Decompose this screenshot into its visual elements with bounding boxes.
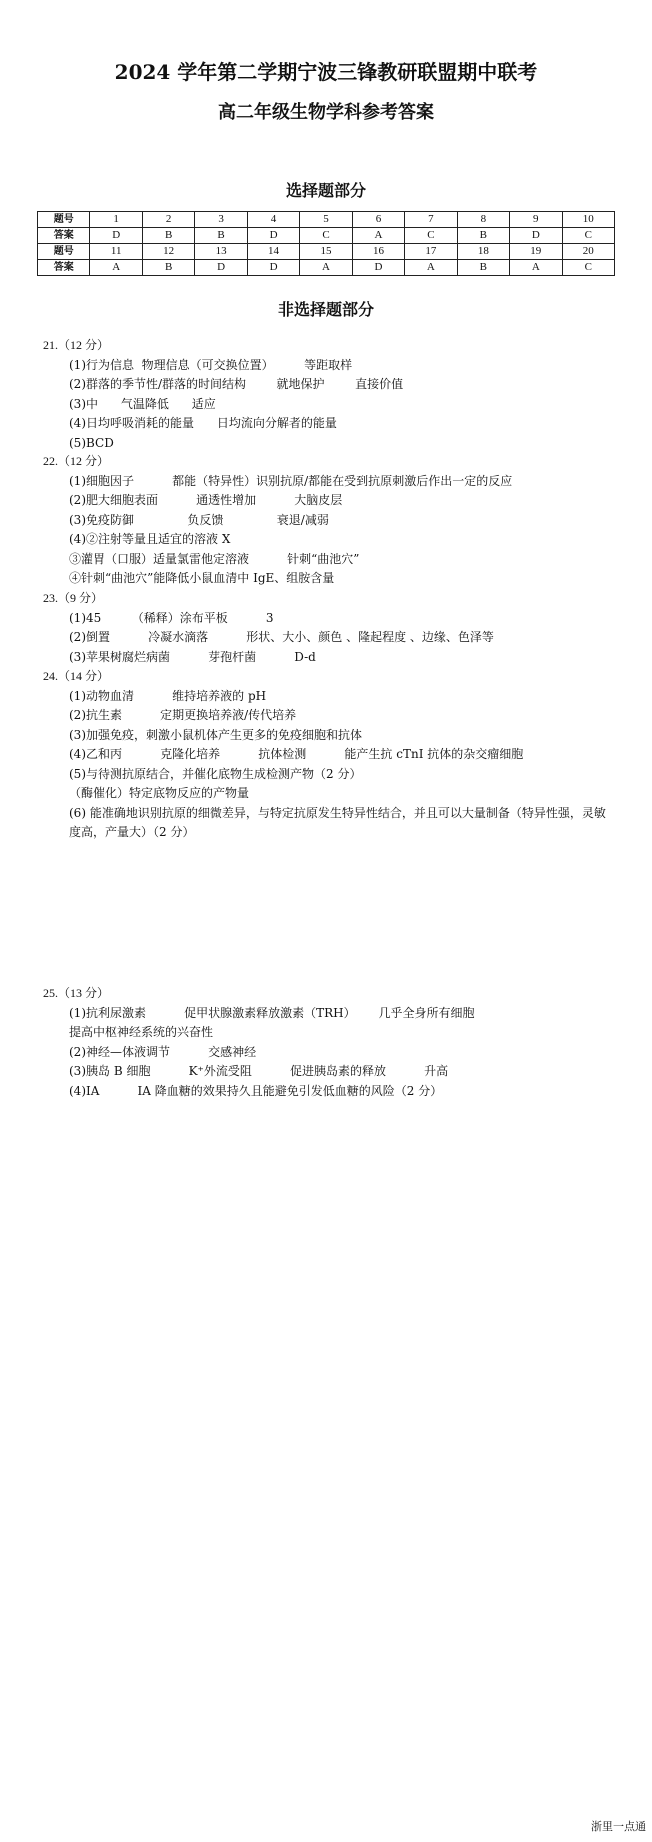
answer-cell: B bbox=[195, 228, 247, 244]
answer-cell: B bbox=[142, 228, 194, 244]
question-heading: 23.（9 分） bbox=[43, 591, 104, 605]
page-title: 2024 学年第二学期宁波三锋教研联盟期中联考 bbox=[114, 60, 538, 84]
answer-line: (1)45 （稀释）涂布平板 3 bbox=[69, 610, 274, 625]
answer-cell: D bbox=[510, 228, 562, 244]
answer-line: (2)肥大细胞表面 通透性增加 大脑皮层 bbox=[69, 493, 343, 507]
answer-line: (3)加强免疫，刺激小鼠机体产生更多的免疫细胞和抗体 bbox=[69, 727, 363, 742]
nonchoice-section-heading: 非选择题部分 bbox=[277, 300, 374, 319]
answer-line: (4)乙和丙 克隆化培养 抗体检测 能产生抗 cTnI 抗体的杂交瘤细胞 bbox=[69, 747, 524, 761]
answer-line: (3)免疫防御 负反馈 衰退/减弱 bbox=[69, 512, 329, 527]
answer-cell: D bbox=[247, 228, 299, 244]
answer-line: (2)神经—体液调节 交感神经 bbox=[69, 1044, 257, 1059]
answer-cell: D bbox=[195, 260, 247, 276]
question-heading: 22.（12 分） bbox=[43, 454, 110, 468]
question-23-answers bbox=[43, 589, 494, 667]
question-number: 15 bbox=[300, 244, 352, 260]
answer-line: (6) 能准确地识别抗原的细微差异，与特定抗原发生特异性结合，并且可以大量制备（特异性强，灵敏度高，产量大）（2 分） bbox=[69, 805, 606, 839]
answer-line: 提高中枢神经系统的兴奋性 bbox=[69, 1025, 214, 1039]
question-number: 3 bbox=[195, 212, 247, 228]
row-label: 答案 bbox=[38, 228, 90, 244]
question-21-answers bbox=[43, 336, 403, 453]
choice-section-heading: 选择题部分 bbox=[285, 181, 366, 200]
answer-line: ③灌胃（口服）适量氯雷他定溶液 针刺“曲池穴” bbox=[69, 551, 360, 566]
answer-cell: A bbox=[510, 260, 562, 276]
question-number: 11 bbox=[90, 244, 142, 260]
answer-line: (2)群落的季节性/群落的时间结构 就地保护 直接价值 bbox=[69, 377, 404, 391]
row-label: 题号 bbox=[38, 212, 90, 228]
question-number: 18 bbox=[457, 244, 509, 260]
row-label: 答案 bbox=[38, 260, 90, 276]
answer-line: (1)细胞因子 都能（特异性）识别抗原/都能在受到抗原刺激后作出一定的反应 bbox=[69, 473, 513, 488]
question-heading: 25.（13 分） bbox=[43, 986, 110, 1000]
answer-cell: C bbox=[405, 228, 457, 244]
answer-line: (4)IA IA 降血糖的效果持久且能避免引发低血糖的风险（2 分） bbox=[69, 1083, 443, 1098]
row-label: 题号 bbox=[38, 244, 90, 260]
table-row bbox=[38, 212, 615, 228]
answer-line: (3)中 气温降低 适应 bbox=[69, 396, 216, 411]
question-number: 17 bbox=[405, 244, 457, 260]
answer-cell: B bbox=[457, 228, 509, 244]
answer-line: (4)②注射等量且适宜的溶液 X bbox=[69, 532, 231, 546]
answer-line: (1)动物血清 维持培养液的 pH bbox=[69, 688, 267, 703]
answer-line: (3)苹果树腐烂病菌 芽孢杆菌 D-d bbox=[69, 649, 316, 664]
table-row bbox=[38, 244, 615, 260]
question-heading: 21.（12 分） bbox=[43, 338, 110, 352]
question-22-answers bbox=[43, 452, 512, 589]
question-number: 20 bbox=[562, 244, 614, 260]
answer-cell: D bbox=[90, 228, 142, 244]
answer-line: (2)倒置 冷凝水滴落 形状、大小、颜色 、隆起程度 、边缘、色泽等 bbox=[69, 630, 494, 644]
question-number: 4 bbox=[247, 212, 299, 228]
question-number: 2 bbox=[142, 212, 194, 228]
question-number: 19 bbox=[510, 244, 562, 260]
answer-line: (4)日均呼吸消耗的能量 日均流向分解者的能量 bbox=[69, 416, 337, 430]
page-subtitle: 高二年级生物学科参考答案 bbox=[218, 102, 434, 123]
answer-line: (2)抗生素 定期更换培养液/传代培养 bbox=[69, 708, 297, 722]
answer-cell: A bbox=[352, 228, 404, 244]
question-24-answers bbox=[43, 667, 609, 843]
answer-line: ④针刺“曲池穴”能降低小鼠血清中 IgE、组胺含量 bbox=[69, 571, 335, 585]
question-number: 7 bbox=[405, 212, 457, 228]
answer-cell: C bbox=[300, 228, 352, 244]
question-heading: 24.（14 分） bbox=[43, 669, 110, 683]
question-number: 9 bbox=[510, 212, 562, 228]
answer-cell: D bbox=[352, 260, 404, 276]
answer-cell: C bbox=[562, 260, 614, 276]
answer-line: (5)与待测抗原结合，并催化底物生成检测产物（2 分） bbox=[69, 766, 362, 781]
question-number: 6 bbox=[352, 212, 404, 228]
answer-cell: D bbox=[247, 260, 299, 276]
answer-cell: A bbox=[90, 260, 142, 276]
question-number: 16 bbox=[352, 244, 404, 260]
answer-cell: B bbox=[142, 260, 194, 276]
answer-cell: A bbox=[405, 260, 457, 276]
question-number: 12 bbox=[142, 244, 194, 260]
question-number: 14 bbox=[247, 244, 299, 260]
question-25-answers bbox=[43, 984, 475, 1101]
answer-line: （酶催化）特定底物反应的产物量 bbox=[69, 786, 250, 800]
question-number: 5 bbox=[300, 212, 352, 228]
answer-cell: C bbox=[562, 228, 614, 244]
question-number: 13 bbox=[195, 244, 247, 260]
answer-table bbox=[37, 211, 615, 276]
table-row bbox=[38, 228, 615, 244]
footer-watermark: 浙里一点通 bbox=[591, 1820, 646, 1833]
answer-line: (5)BCD bbox=[69, 435, 114, 450]
answer-line: (1)行为信息 物理信息（可交换位置） 等距取样 bbox=[69, 357, 353, 372]
table-row bbox=[38, 260, 615, 276]
question-number: 8 bbox=[457, 212, 509, 228]
question-number: 10 bbox=[562, 212, 614, 228]
question-number: 1 bbox=[90, 212, 142, 228]
answer-cell: B bbox=[457, 260, 509, 276]
answer-cell: A bbox=[300, 260, 352, 276]
answer-line: (3)胰岛 B 细胞 K⁺外流受阻 促进胰岛素的释放 升高 bbox=[69, 1064, 449, 1078]
answer-line: (1)抗利尿激素 促甲状腺激素释放激素（TRH） 几乎全身所有细胞 bbox=[69, 1005, 475, 1020]
